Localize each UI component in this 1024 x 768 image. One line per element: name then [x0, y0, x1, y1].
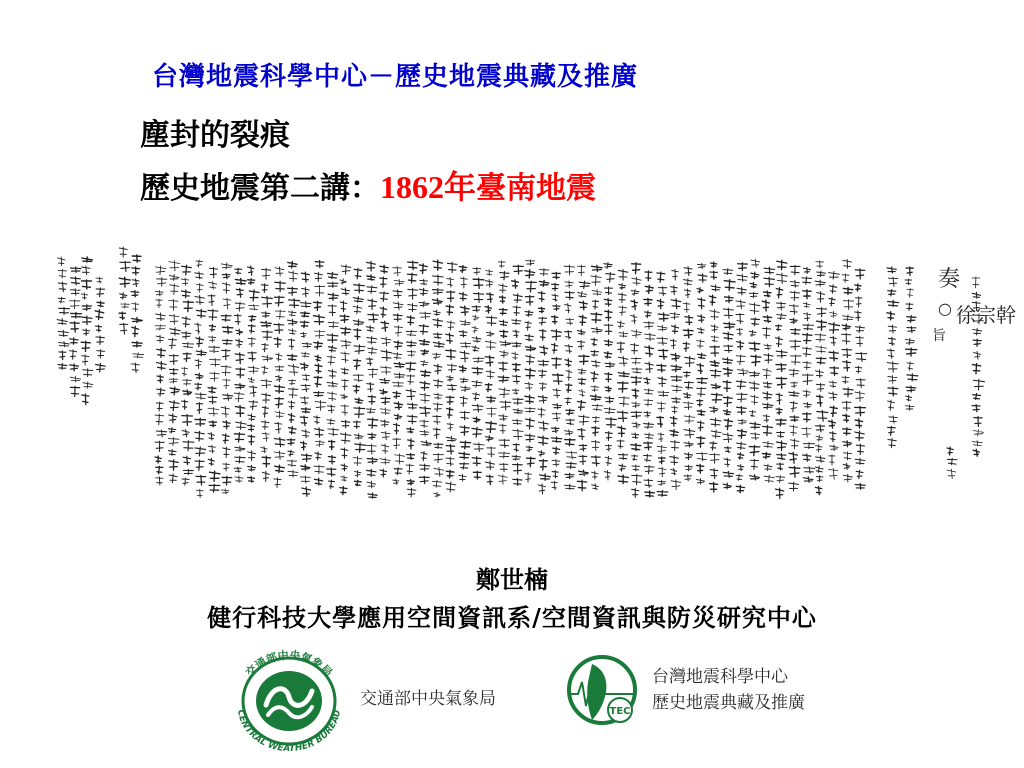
slide-title-line1: 塵封的裂痕 [140, 118, 290, 153]
title-year: 1862年 [380, 169, 477, 205]
manuscript-annotation: 奏○旨徐宗幹 [932, 267, 1016, 344]
tec-logo [562, 652, 650, 730]
header-title: 台灣地震科學中心－歷史地震典藏及推廣 [152, 62, 639, 92]
tec-label-line2: 歷史地震典藏及推廣 [652, 693, 805, 713]
tec-label [652, 664, 805, 716]
cwb-ring-text: CENTRAL WEATHER BUREAU [235, 709, 343, 753]
manuscript-strokes [57, 247, 984, 498]
slide-title-line2 [140, 162, 596, 208]
title-place: 臺南地震 [476, 171, 597, 206]
cwb-logo [224, 645, 354, 753]
author-name: 鄭世楠 [476, 565, 548, 594]
cwb-label: 交通部中央氣象局 [360, 689, 496, 709]
handwritten-memorial-scan [48, 238, 1016, 520]
title-prefix: 歷史地震第二講： [140, 171, 380, 206]
author-affiliation: 健行科技大學應用空間資訊系/空間資訊與防災研究中心 [207, 603, 817, 632]
manuscript-image [48, 238, 1016, 520]
tec-emblem-icon [562, 652, 650, 730]
tec-badge: TEC [609, 706, 631, 717]
cwb-emblem-text: 交通部中央氣象局 [243, 648, 335, 680]
tec-label-line1: 台灣地震科學中心 [652, 667, 788, 687]
cwb-emblem-icon [224, 645, 354, 753]
